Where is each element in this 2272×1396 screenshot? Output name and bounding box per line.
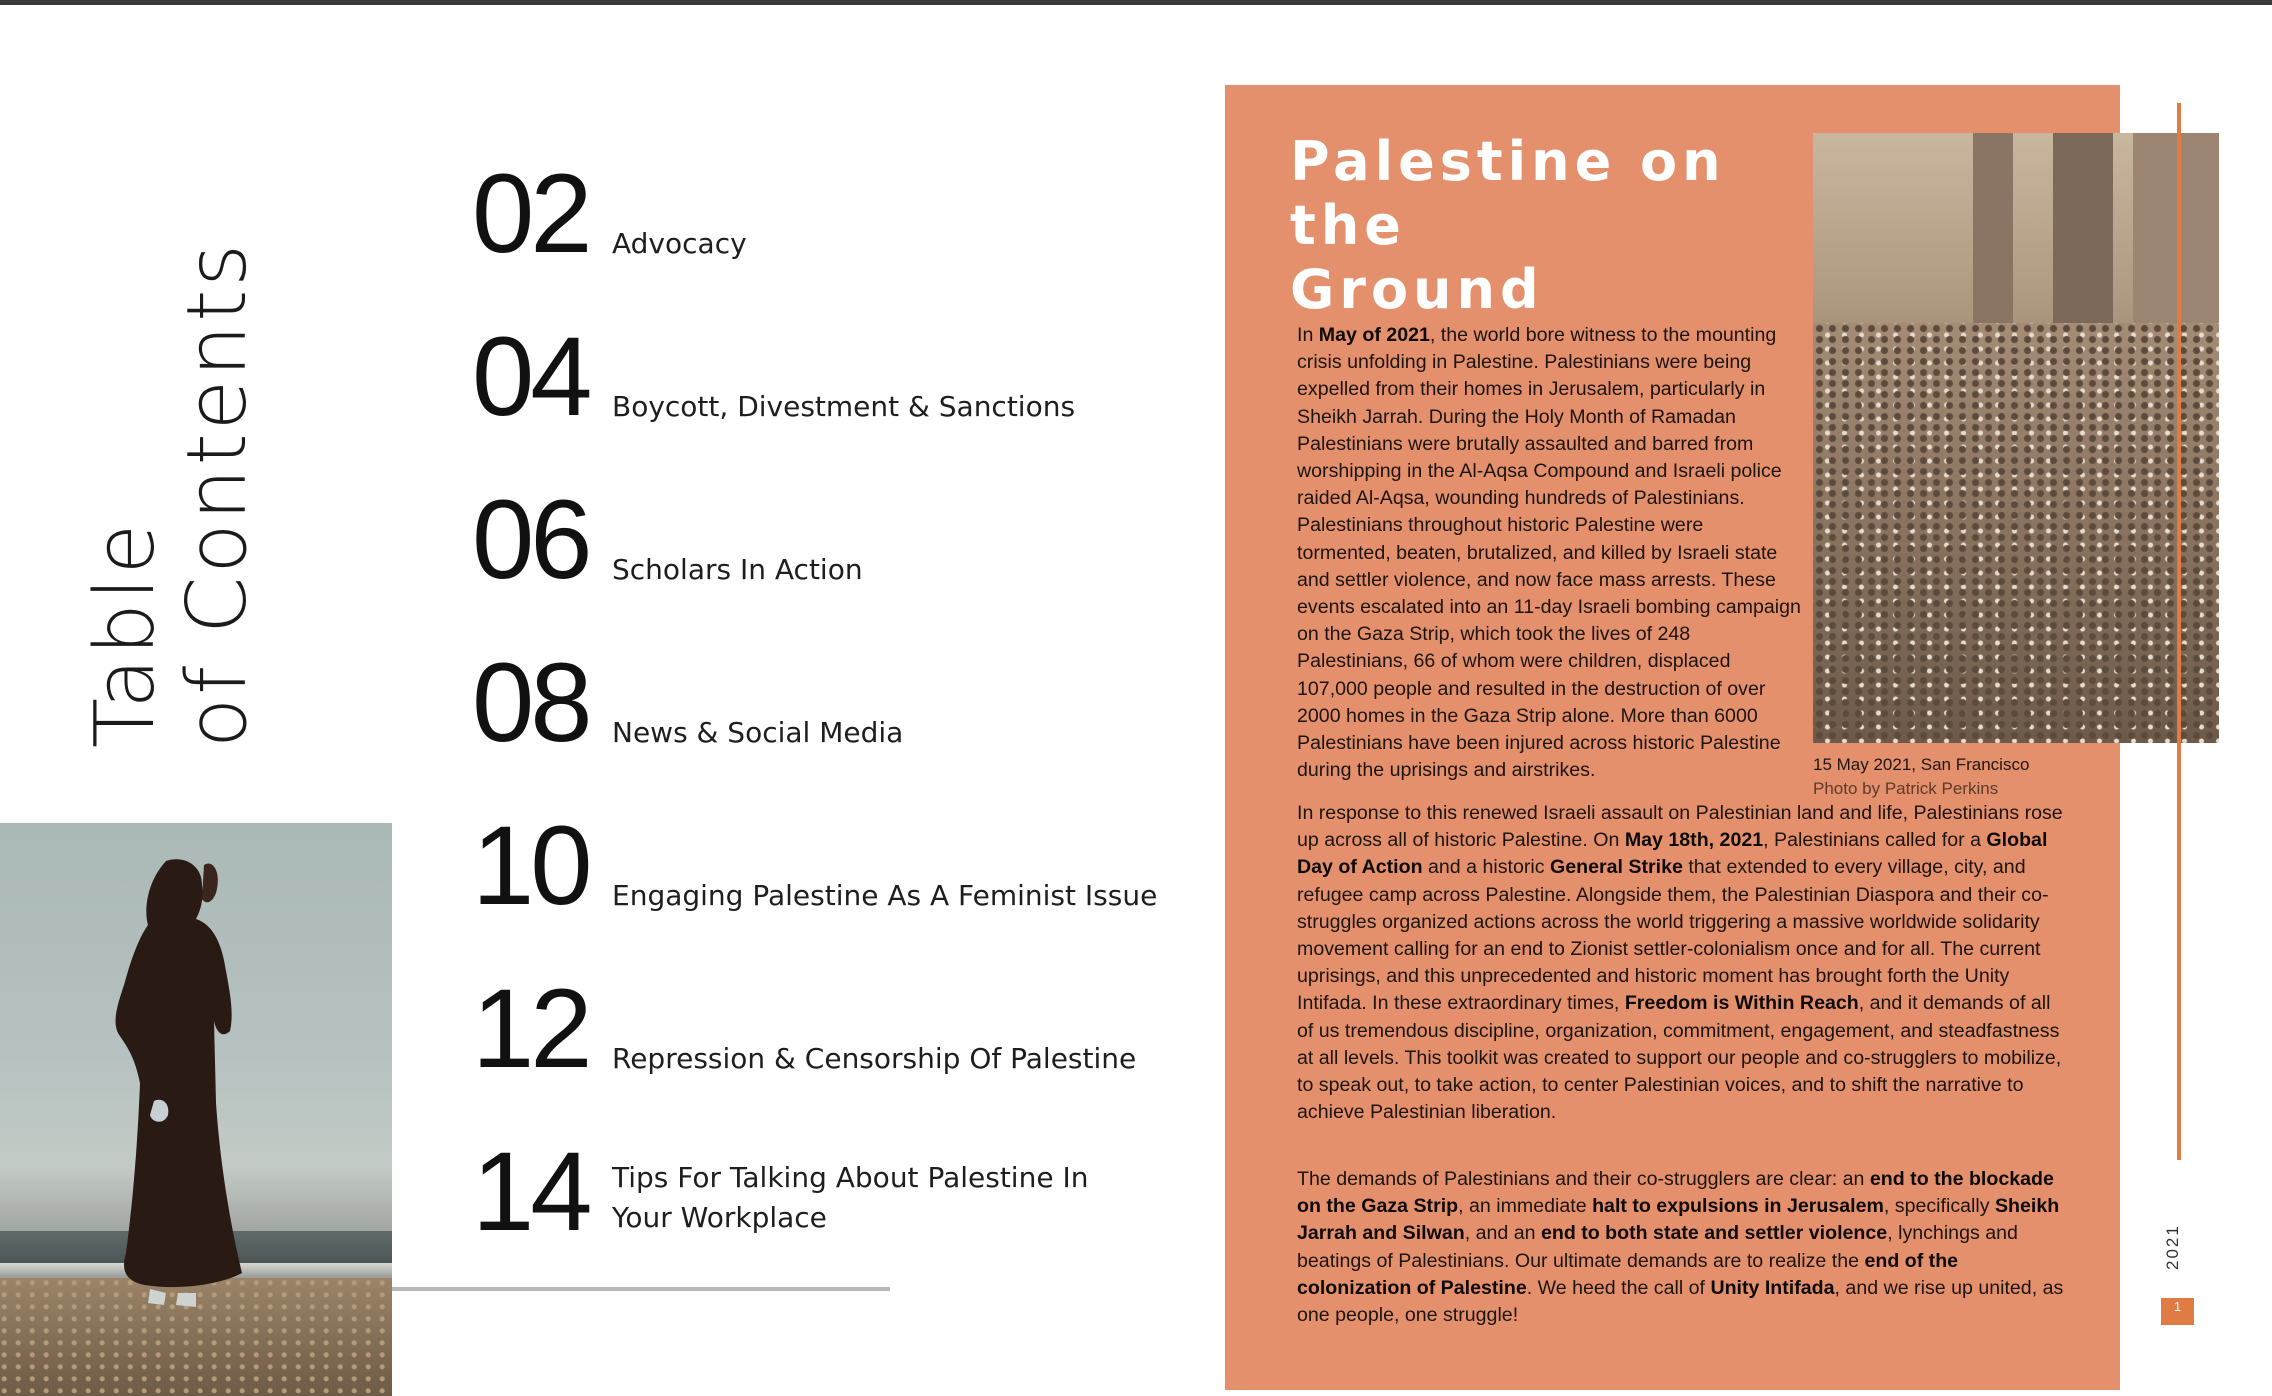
- toc-page-number: 02: [472, 151, 589, 276]
- toc-entry-label-line1: Tips For Talking About Palestine In: [612, 1161, 1089, 1194]
- article-title-line1: Palestine on the: [1290, 130, 1726, 257]
- bottom-divider: [392, 1287, 890, 1291]
- text-run: , and we rise up united, as one people, one struggle!: [1297, 1276, 2064, 1327]
- toc-page-number: 04: [472, 314, 589, 439]
- toc-entry-label-line2: Your Workplace: [612, 1201, 827, 1234]
- bold-emphasis: Freedom is Within Reach: [1624, 992, 1859, 1015]
- toc-page-number: 12: [472, 966, 589, 1091]
- article-title-line2: Ground: [1290, 258, 1544, 321]
- photo-crowd: [1813, 323, 2219, 743]
- text-run: , specifically: [1883, 1195, 1995, 1218]
- bold-emphasis: Unity Intifada: [1710, 1276, 1835, 1299]
- text-run: The demands of Palestinians and their co-strugglers are clear: an: [1297, 1168, 1870, 1190]
- accent-vertical-line: [2177, 103, 2181, 1160]
- text-run: . We heed the call of: [1526, 1276, 1711, 1299]
- toc-heading-line1: Table: [78, 520, 173, 748]
- text-run: , and an: [1464, 1222, 1541, 1245]
- text-run: , an immediate: [1458, 1195, 1593, 1218]
- top-border: [0, 0, 2272, 5]
- bold-emphasis: May 18th, 2021: [1624, 829, 1764, 852]
- text-run: , lynchings and beatings of Palestinians. Our ultimate demands are to realize the: [1297, 1222, 2018, 1272]
- toc-entry-label: Scholars In Action: [612, 553, 863, 586]
- toc-page-number: 06: [472, 477, 589, 602]
- bold-emphasis: end of the colonization of Palestine: [1297, 1249, 1959, 1299]
- bold-emphasis: end to the blockade on the Gaza Strip: [1297, 1168, 2054, 1218]
- text-run: and a historic: [1422, 856, 1550, 879]
- text-run: , and it demands of all of us tremendous discipline, organization, commitment, engagement, and steadfastness at all levels. This toolkit was created to support our people and co-strugglers to mobilize, to speak out, to take action, to center Palestinian voices, and to shift the narrative to achieve Palestinian liberation.: [1297, 992, 2062, 1124]
- toc-heading-line2: of Contents: [170, 241, 265, 748]
- woman-silhouette: [104, 853, 244, 1318]
- year-label: 2021: [2163, 1224, 2182, 1270]
- article-paragraph-1: [1297, 322, 1802, 784]
- photo-caption: [1813, 753, 2029, 801]
- bold-emphasis: end to both state and settler violence: [1540, 1222, 1888, 1245]
- beach-photo: [0, 823, 392, 1396]
- text-run: , Palestinians called for a: [1763, 829, 1987, 852]
- toc-entry-label: [612, 1158, 1172, 1238]
- bold-emphasis: Sheikh Jarrah and Silwan: [1297, 1195, 2060, 1245]
- text-run: In: [1297, 324, 1319, 346]
- photo-credit: Photo by Patrick Perkins: [1813, 779, 1999, 798]
- photo-building: [2133, 133, 2219, 333]
- toc-entry-label: Advocacy: [612, 227, 747, 260]
- toc-entry-label: News & Social Media: [612, 716, 904, 749]
- bold-emphasis: General Strike: [1550, 856, 1683, 879]
- bold-emphasis: May of 2021: [1318, 324, 1430, 346]
- page-number-badge: 1: [2161, 1298, 2194, 1325]
- protest-photo: [1813, 133, 2219, 743]
- article-paragraph-3: [1297, 1166, 2067, 1329]
- text-run: , the world bore witness to the mounting crisis unfolding in Palestine. Palestinians were being expelled from their homes in Jerusalem, particularly in Sheikh Jarrah. During the Holy Month of Ramadan Palestinians were brutally assaulted and barred from worshipping in the Al-Aqsa Compound and Israeli police raided Al-Aqsa, wounding hundreds of Palestinians. Palestinians throughout historic Palestine were tormented, beaten, brutalized, and killed by Israeli state and settler violence, and now face mass arrests. These events escalated into an 11-day Israeli bombing campaign on the Gaza Strip, which took the lives of 248 Palestinians, 66 of whom were children, displaced 107,000 people and resulted in the destruction of over 2000 homes in the Gaza Strip alone. More than 6000 Palestinians have been injured across historic Palestine during the uprisings and airstrikes.: [1297, 324, 1801, 782]
- article-paragraph-2: [1297, 800, 2067, 1126]
- bold-emphasis: halt to expulsions in Jerusalem: [1592, 1195, 1884, 1218]
- toc-page-number: 10: [472, 803, 589, 928]
- toc-page-number: 14: [472, 1129, 589, 1254]
- bold-emphasis: Global Day of Action: [1297, 829, 2048, 879]
- toc-entry-label: Boycott, Divestment & Sanctions: [612, 390, 1076, 423]
- toc-page-number: 08: [472, 640, 589, 765]
- text-run: In response to this renewed Israeli assault on Palestinian land and life, Palestinians rose up across all of historic Palestine. On: [1297, 802, 2063, 852]
- article-title: [1290, 130, 1810, 322]
- toc-entry-label: Engaging Palestine As A Feminist Issue: [612, 879, 1158, 912]
- text-run: that extended to every village, city, and refugee camp across Palestine. Alongside them, the Palestinian Diaspora and their co-struggles organized actions across the world triggering a massive worldwide solidarity movement calling for an end to Zionist settler-colonialism once and for all. The current uprisings, and this unprecedented and historic moment has brought forth the Unity Intifada. In these extraordinary times,: [1297, 856, 2049, 1015]
- photo-caption-text: 15 May 2021, San Francisco: [1813, 755, 2030, 774]
- toc-entry-label: Repression & Censorship Of Palestine: [612, 1042, 1137, 1075]
- toc-heading: [78, 241, 265, 748]
